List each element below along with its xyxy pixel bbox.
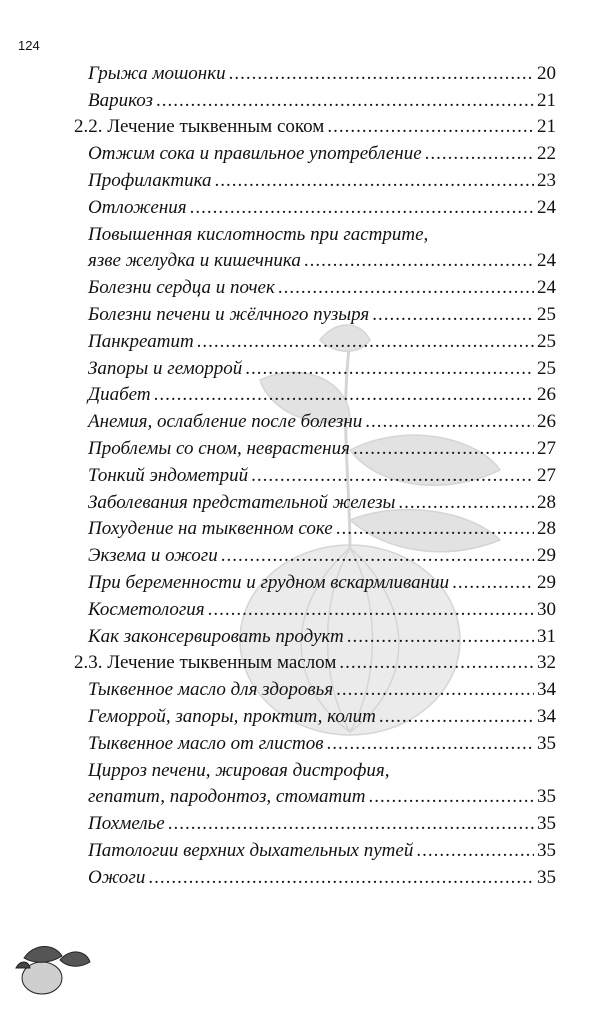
toc-row bbox=[74, 705, 556, 732]
toc-page-number: 20 bbox=[537, 62, 556, 84]
toc-page-number: 35 bbox=[537, 839, 556, 861]
toc-row bbox=[74, 759, 556, 786]
toc-entry-title: Проблемы со сном, неврастения bbox=[88, 437, 350, 459]
toc-leader-dots bbox=[304, 250, 534, 272]
toc-entry bbox=[88, 572, 556, 594]
toc-entry-title: Диабет bbox=[88, 384, 151, 406]
toc-leader-dots bbox=[452, 572, 534, 594]
toc-leader-dots bbox=[327, 733, 535, 755]
table-of-contents bbox=[74, 62, 556, 893]
toc-page-number: 28 bbox=[537, 518, 556, 540]
toc-page-number: 24 bbox=[537, 196, 556, 218]
toc-page-number: 31 bbox=[537, 625, 556, 647]
toc-leader-dots bbox=[197, 331, 534, 353]
toc-row bbox=[74, 464, 556, 491]
toc-leader-dots bbox=[156, 90, 534, 112]
toc-page-number: 28 bbox=[537, 491, 556, 513]
toc-entry bbox=[88, 90, 556, 112]
toc-entry-title: Патологии верхних дыхательных путей bbox=[88, 839, 414, 861]
toc-row bbox=[74, 571, 556, 598]
toc-row bbox=[74, 598, 556, 625]
toc-page-number: 27 bbox=[537, 464, 556, 486]
toc-page-number: 27 bbox=[537, 437, 556, 459]
toc-entry bbox=[88, 304, 556, 326]
toc-page-number: 29 bbox=[537, 545, 556, 567]
toc-entry bbox=[88, 170, 556, 192]
toc-page-number: 35 bbox=[537, 786, 556, 808]
toc-entry-title: Тонкий эндометрий bbox=[88, 464, 249, 486]
toc-row bbox=[74, 678, 556, 705]
toc-row bbox=[74, 330, 556, 357]
toc-row bbox=[74, 839, 556, 866]
toc-row bbox=[74, 652, 556, 679]
toc-row bbox=[74, 142, 556, 169]
toc-entry bbox=[88, 599, 556, 621]
toc-leader-dots bbox=[336, 518, 534, 540]
toc-entry bbox=[88, 518, 556, 540]
toc-entry-title: Профилактика bbox=[88, 169, 212, 191]
toc-leader-dots bbox=[154, 384, 534, 406]
toc-row bbox=[74, 62, 556, 89]
toc-row bbox=[74, 357, 556, 384]
toc-page-number: 21 bbox=[537, 89, 556, 111]
toc-page-number: 25 bbox=[537, 330, 556, 352]
toc-entry bbox=[88, 465, 556, 487]
toc-leader-dots bbox=[215, 170, 535, 192]
toc-page-number: 22 bbox=[537, 143, 556, 165]
toc-leader-dots bbox=[425, 143, 534, 165]
toc-entry bbox=[88, 813, 556, 835]
toc-page-number: 23 bbox=[537, 169, 556, 191]
toc-row bbox=[74, 169, 556, 196]
toc-entry bbox=[88, 224, 428, 246]
toc-page-number: 35 bbox=[537, 732, 556, 754]
toc-leader-dots bbox=[368, 786, 534, 808]
toc-entry-title: Отжим сока и правильное употребление bbox=[88, 143, 422, 165]
toc-entry-title: Болезни печени и жёлчного пузыря bbox=[88, 303, 370, 325]
pumpkin-ornament-icon bbox=[14, 938, 94, 998]
toc-page-number: 34 bbox=[537, 679, 556, 701]
toc-entry-title: Цирроз печени, жировая дистрофия, bbox=[88, 759, 390, 781]
toc-entry-title: Тыквенное масло от глистов bbox=[88, 732, 324, 754]
toc-row bbox=[74, 223, 556, 250]
toc-entry-title: Болезни сердца и почек bbox=[88, 277, 275, 299]
toc-entry bbox=[88, 197, 556, 219]
toc-leader-dots bbox=[416, 840, 534, 862]
toc-entry bbox=[88, 384, 556, 406]
toc-entry-title: гепатит, пародонтоз, стоматит bbox=[88, 786, 366, 808]
toc-page-number: 30 bbox=[537, 598, 556, 620]
toc-leader-dots bbox=[168, 813, 534, 835]
toc-page-number: 25 bbox=[537, 357, 556, 379]
toc-row bbox=[74, 625, 556, 652]
toc-entry-title: Ожоги bbox=[88, 866, 146, 888]
toc-entry-title: язве желудка и кишечника bbox=[88, 250, 301, 272]
toc-leader-dots bbox=[148, 867, 534, 889]
toc-entry bbox=[88, 277, 556, 299]
toc-leader-dots bbox=[379, 706, 534, 728]
toc-entry bbox=[88, 867, 556, 889]
toc-page-number: 24 bbox=[537, 250, 556, 272]
toc-row bbox=[74, 437, 556, 464]
toc-entry bbox=[88, 250, 556, 272]
toc-entry-title: Геморрой, запоры, проктит, колит bbox=[88, 705, 376, 727]
toc-entry bbox=[88, 545, 556, 567]
toc-entry-title: Похудение на тыквенном соке bbox=[88, 518, 333, 540]
toc-entry bbox=[88, 626, 556, 648]
toc-leader-dots bbox=[208, 599, 534, 621]
toc-entry bbox=[88, 786, 556, 808]
toc-entry bbox=[88, 63, 556, 85]
toc-entry-title: Косметология bbox=[88, 598, 205, 620]
toc-entry bbox=[88, 760, 389, 782]
toc-leader-dots bbox=[245, 358, 534, 380]
toc-leader-dots bbox=[336, 679, 534, 701]
toc-row bbox=[74, 89, 556, 116]
toc-leader-dots bbox=[229, 63, 534, 85]
toc-entry bbox=[88, 840, 556, 862]
toc-entry-title: Запоры и геморрой bbox=[88, 357, 243, 379]
toc-row bbox=[74, 866, 556, 893]
toc-page-number: 26 bbox=[537, 384, 556, 406]
toc-entry bbox=[88, 679, 556, 701]
toc-leader-dots bbox=[353, 438, 534, 460]
toc-leader-dots bbox=[372, 304, 534, 326]
toc-entry-title: Повышенная кислотность при гастрите, bbox=[88, 223, 429, 245]
toc-row bbox=[74, 250, 556, 277]
toc-leader-dots bbox=[339, 652, 534, 674]
toc-row bbox=[74, 786, 556, 813]
toc-entry bbox=[88, 733, 556, 755]
toc-entry-title: При беременности и грудном вскармливании bbox=[88, 571, 450, 593]
toc-row bbox=[74, 732, 556, 759]
toc-page-number: 25 bbox=[537, 303, 556, 325]
toc-page-number: 34 bbox=[537, 705, 556, 727]
toc-page-number: 26 bbox=[537, 411, 556, 433]
toc-entry bbox=[88, 492, 556, 514]
toc-entry bbox=[88, 706, 556, 728]
toc-page-number: 35 bbox=[537, 813, 556, 835]
toc-row bbox=[74, 384, 556, 411]
toc-leader-dots bbox=[221, 545, 534, 567]
toc-page-number: 21 bbox=[537, 116, 556, 138]
toc-row bbox=[74, 491, 556, 518]
toc-entry-title: Похмелье bbox=[88, 813, 165, 835]
toc-row bbox=[74, 303, 556, 330]
toc-section-entry bbox=[74, 652, 556, 674]
toc-leader-dots bbox=[365, 411, 534, 433]
toc-leader-dots bbox=[251, 465, 534, 487]
toc-entry bbox=[88, 331, 556, 353]
toc-leader-dots bbox=[398, 492, 534, 514]
toc-entry bbox=[88, 411, 556, 433]
toc-entry bbox=[88, 438, 556, 460]
page-number: 124 bbox=[18, 38, 40, 53]
toc-leader-dots bbox=[347, 626, 534, 648]
toc-entry bbox=[88, 358, 556, 380]
toc-entry-title: Анемия, ослабление после болезни bbox=[88, 411, 363, 433]
toc-row bbox=[74, 518, 556, 545]
toc-row bbox=[74, 116, 556, 143]
toc-entry-title: Экзема и ожоги bbox=[88, 545, 218, 567]
toc-entry-title: 2.3. Лечение тыквенным маслом bbox=[74, 652, 337, 674]
toc-entry-title: Заболевания предстательной железы bbox=[88, 491, 396, 513]
toc-leader-dots bbox=[190, 197, 534, 219]
toc-entry-title: Как законсервировать продукт bbox=[88, 625, 344, 647]
toc-page-number: 35 bbox=[537, 866, 556, 888]
toc-row bbox=[74, 196, 556, 223]
toc-entry-title: Варикоз bbox=[88, 89, 153, 111]
toc-row bbox=[74, 276, 556, 303]
toc-page-number: 32 bbox=[537, 652, 556, 674]
toc-entry-title: Отложения bbox=[88, 196, 187, 218]
toc-entry-title: 2.2. Лечение тыквенным соком bbox=[74, 116, 325, 138]
toc-row bbox=[74, 544, 556, 571]
toc-entry-title: Грыжа мошонки bbox=[88, 62, 226, 84]
toc-leader-dots bbox=[327, 116, 534, 138]
toc-section-entry bbox=[74, 116, 556, 138]
toc-row bbox=[74, 812, 556, 839]
toc-row bbox=[74, 410, 556, 437]
toc-entry-title: Тыквенное масло для здоровья bbox=[88, 679, 334, 701]
toc-page-number: 29 bbox=[537, 571, 556, 593]
toc-leader-dots bbox=[278, 277, 534, 299]
toc-entry-title: Панкреатит bbox=[88, 330, 194, 352]
toc-page-number: 24 bbox=[537, 277, 556, 299]
toc-entry bbox=[88, 143, 556, 165]
